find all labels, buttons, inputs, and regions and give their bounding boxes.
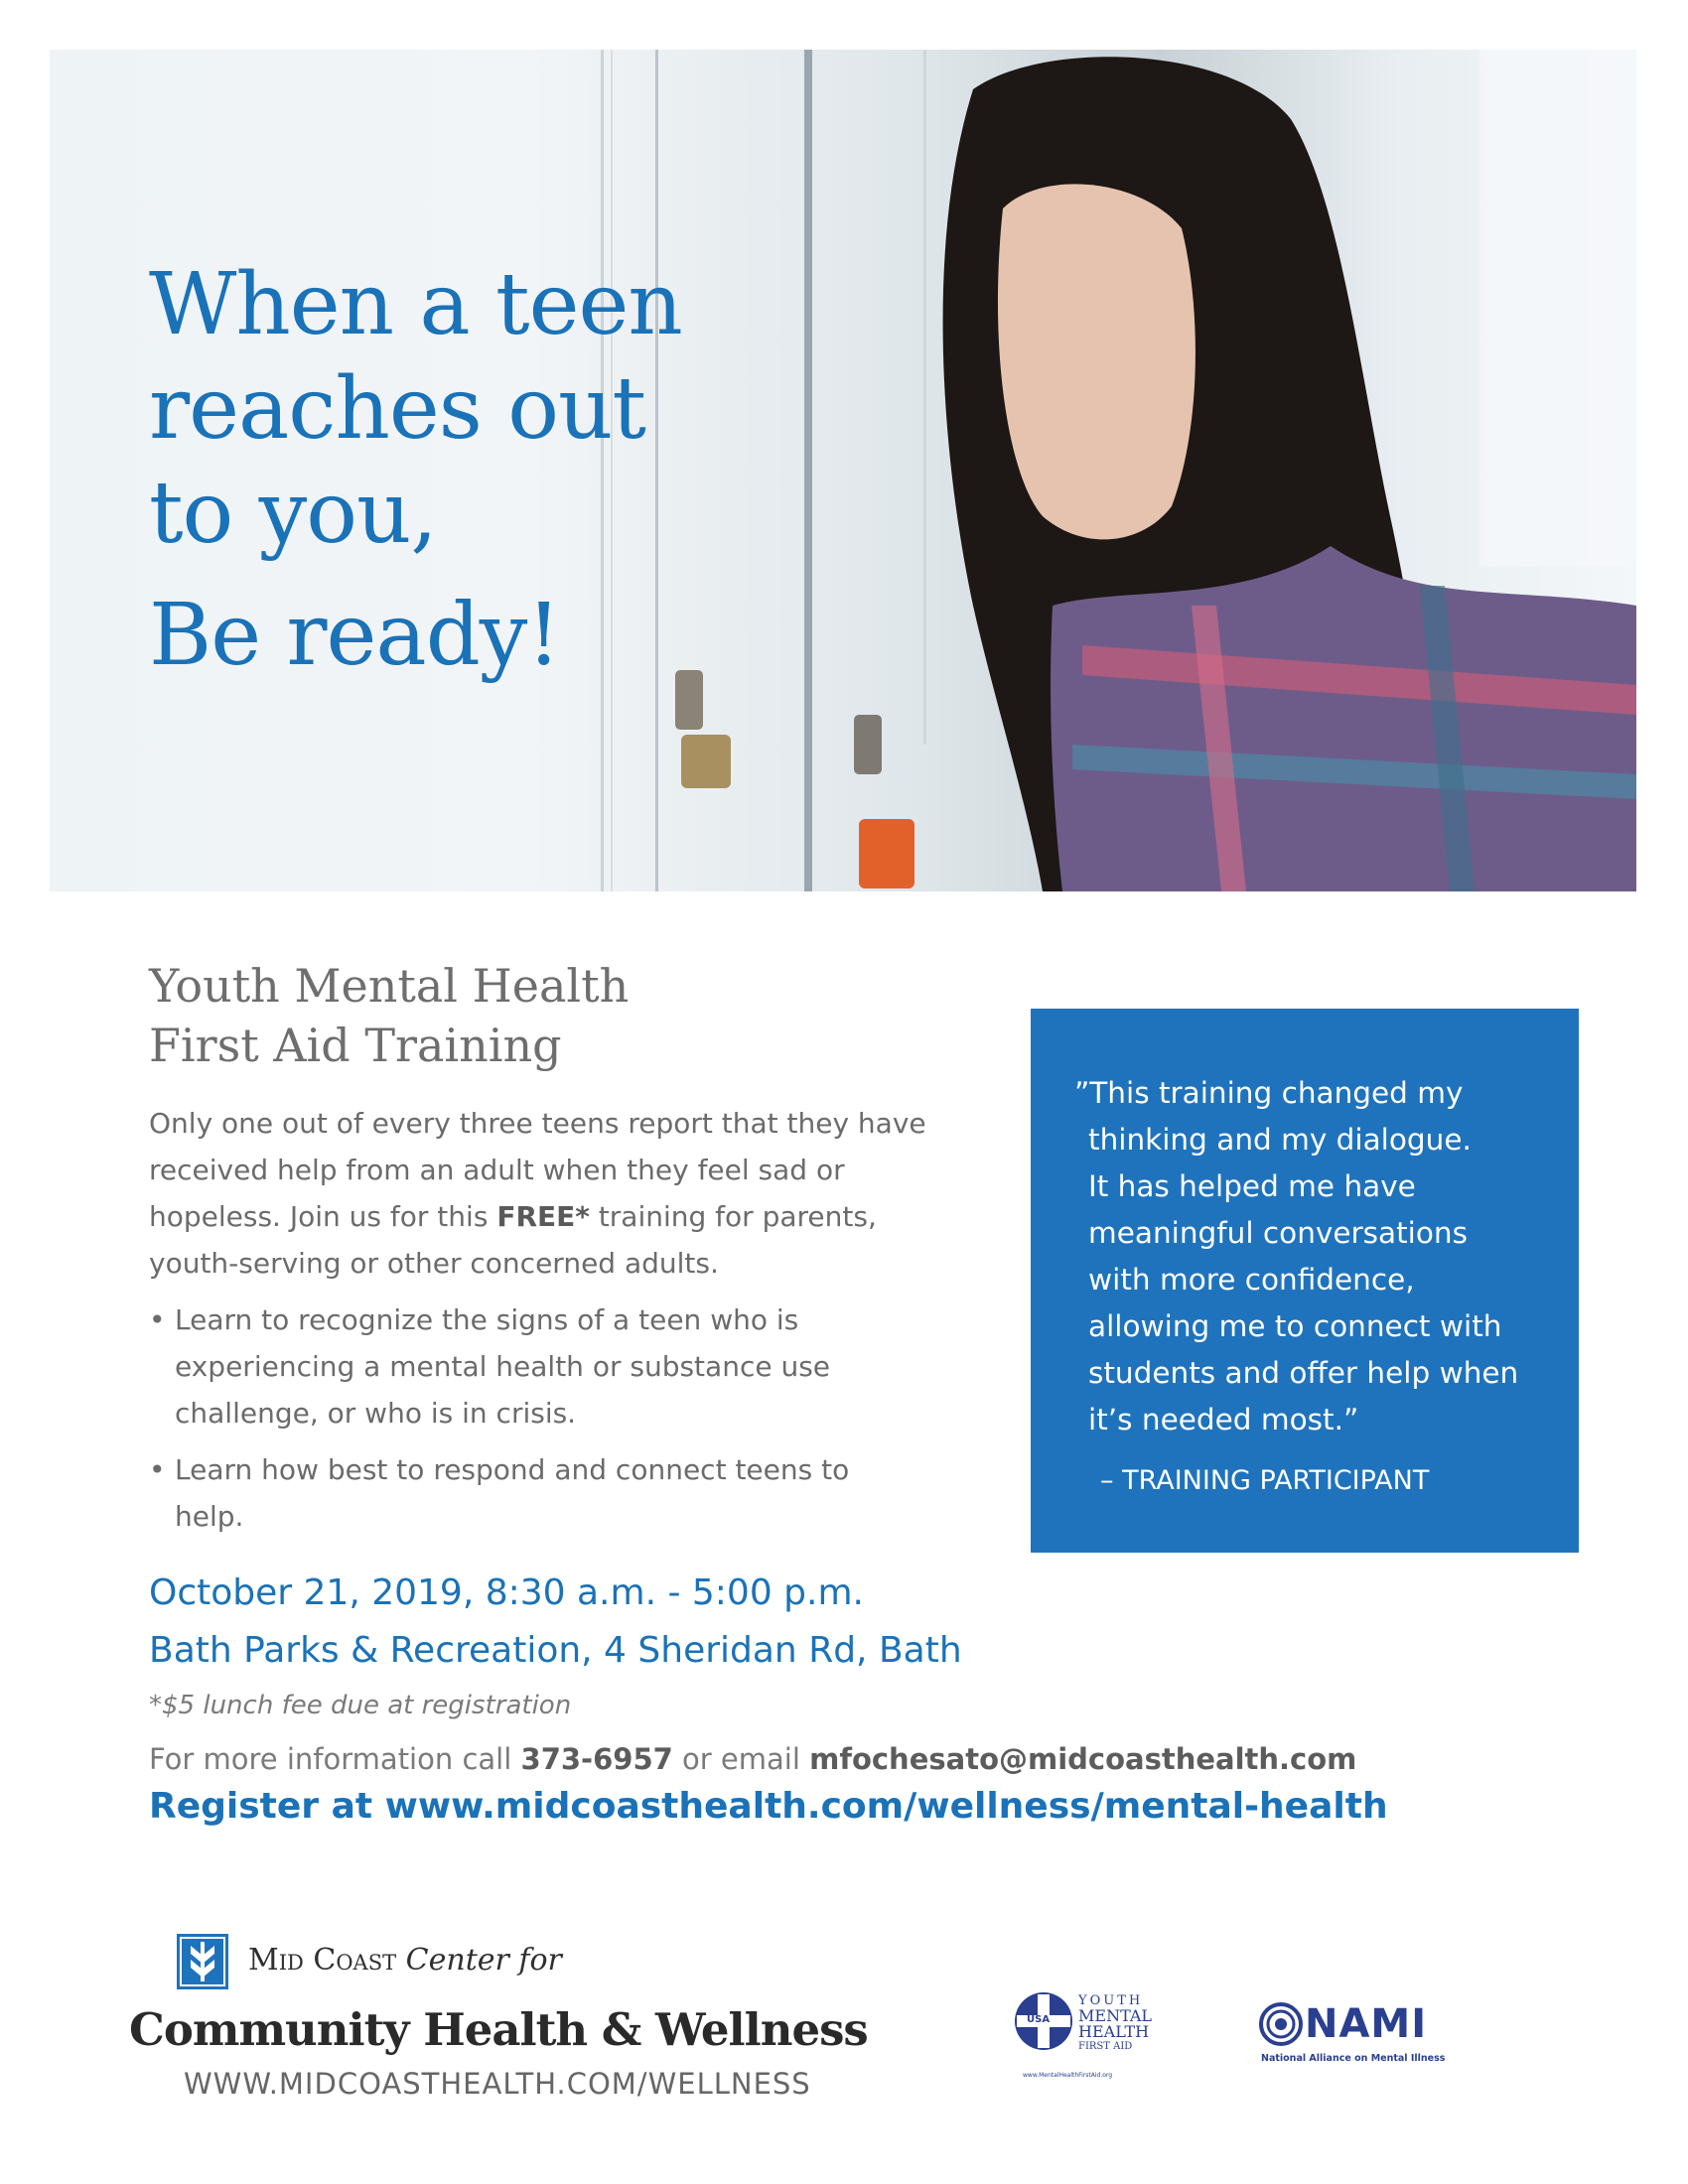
testimonial-quote [1074, 1070, 1561, 1443]
learning-bullets [149, 1297, 904, 1550]
contact-mid: or email [672, 1742, 810, 1776]
event-location: Bath Parks & Recreation, 4 Sheridan Rd, Bath [149, 1630, 962, 1671]
quote-line: ”This training changed my [1074, 1076, 1464, 1110]
testimonial-box [1031, 1009, 1579, 1553]
nami-swirl-icon [1259, 2002, 1303, 2046]
bullet-dot-icon: • [149, 1453, 166, 1486]
register-link[interactable]: Register at www.midcoasthealth.com/wellness/mental-health [149, 1786, 1388, 1827]
testimonial-attribution: – TRAINING PARTICIPANT [1100, 1465, 1430, 1496]
bullet-text: Learn how best to respond and connect teens to help. [175, 1453, 850, 1533]
quote-line: thinking and my dialogue. [1088, 1123, 1472, 1157]
ymhfa-url[interactable]: www.MentalHealthFirstAid.org [1023, 2072, 1113, 2079]
contact-prefix: For more information call [149, 1742, 521, 1776]
hero-headline [149, 253, 904, 688]
nami-logo [1259, 2000, 1458, 2070]
fee-note: *$5 lunch fee due at registration [149, 1691, 572, 1720]
ymhfa-word: YOUTH [1078, 1993, 1144, 2008]
training-title-line: First Aid Training [149, 1019, 562, 1072]
training-title-line: Youth Mental Health [149, 959, 630, 1013]
bullet-item [149, 1446, 904, 1540]
midcoast-center-for: Center for [405, 1943, 562, 1978]
free-emphasis: FREE* [496, 1200, 590, 1233]
nami-wordmark: NAMI [1305, 2001, 1428, 2047]
contact-phone[interactable]: 373-6957 [520, 1742, 673, 1776]
event-date-time: October 21, 2019, 8:30 a.m. - 5:00 p.m. [149, 1572, 864, 1613]
midcoast-url[interactable]: WWW.MIDCOASTHEALTH.COM/WELLNESS [184, 2067, 811, 2101]
midcoast-name: Mid Coast [248, 1943, 397, 1978]
ymhfa-wordmark [1078, 1994, 1188, 2054]
bullet-item [149, 1297, 904, 1436]
contact-info [149, 1739, 1356, 1779]
ymhfa-word: MENTAL [1078, 2006, 1153, 2025]
ymhfa-badge: USA [1027, 2014, 1051, 2025]
quote-line: with more confidence, [1088, 1263, 1415, 1297]
intro-text-end: training for parents, youth-serving or other concerned adults. [149, 1200, 877, 1280]
quote-line: meaningful conversations [1088, 1216, 1468, 1250]
headline-cta: Be ready! [149, 586, 560, 685]
bullet-dot-icon: • [149, 1303, 166, 1336]
intro-paragraph [149, 1100, 943, 1287]
midcoast-main-name: Community Health & Wellness [129, 2003, 868, 2056]
bullet-text: Learn to recognize the signs of a teen who is experiencing a mental health or substance use challenge, or who is in crisis. [175, 1303, 831, 1430]
hero-image [50, 50, 1636, 891]
midcoast-top-line [248, 1939, 562, 1982]
intro-text: Only one out of every three teens report that they have received help from an adult when they feel sad or hopeless. Join us for this [149, 1107, 926, 1233]
quote-line: students and offer help when [1088, 1356, 1519, 1390]
quote-line: It has helped me have [1088, 1169, 1416, 1203]
quote-line: allowing me to connect with [1088, 1309, 1502, 1343]
midcoast-logo [129, 1931, 884, 2110]
ymhfa-word: HEALTH [1078, 2022, 1150, 2041]
training-title [149, 956, 844, 1075]
headline-line: reaches out [149, 359, 645, 459]
ymhfa-word: FIRST AID [1078, 2041, 1133, 2052]
nami-tagline: National Alliance on Mental Illness [1261, 2053, 1446, 2064]
contact-email[interactable]: mfochesato@midcoasthealth.com [809, 1742, 1357, 1776]
midcoast-mark-icon [177, 1934, 228, 1989]
quote-line: it’s needed most.” [1088, 1403, 1359, 1436]
headline-line: When a teen [149, 255, 682, 354]
ymhfa-logo [1013, 1990, 1182, 2090]
headline-line: to you, [149, 464, 437, 563]
